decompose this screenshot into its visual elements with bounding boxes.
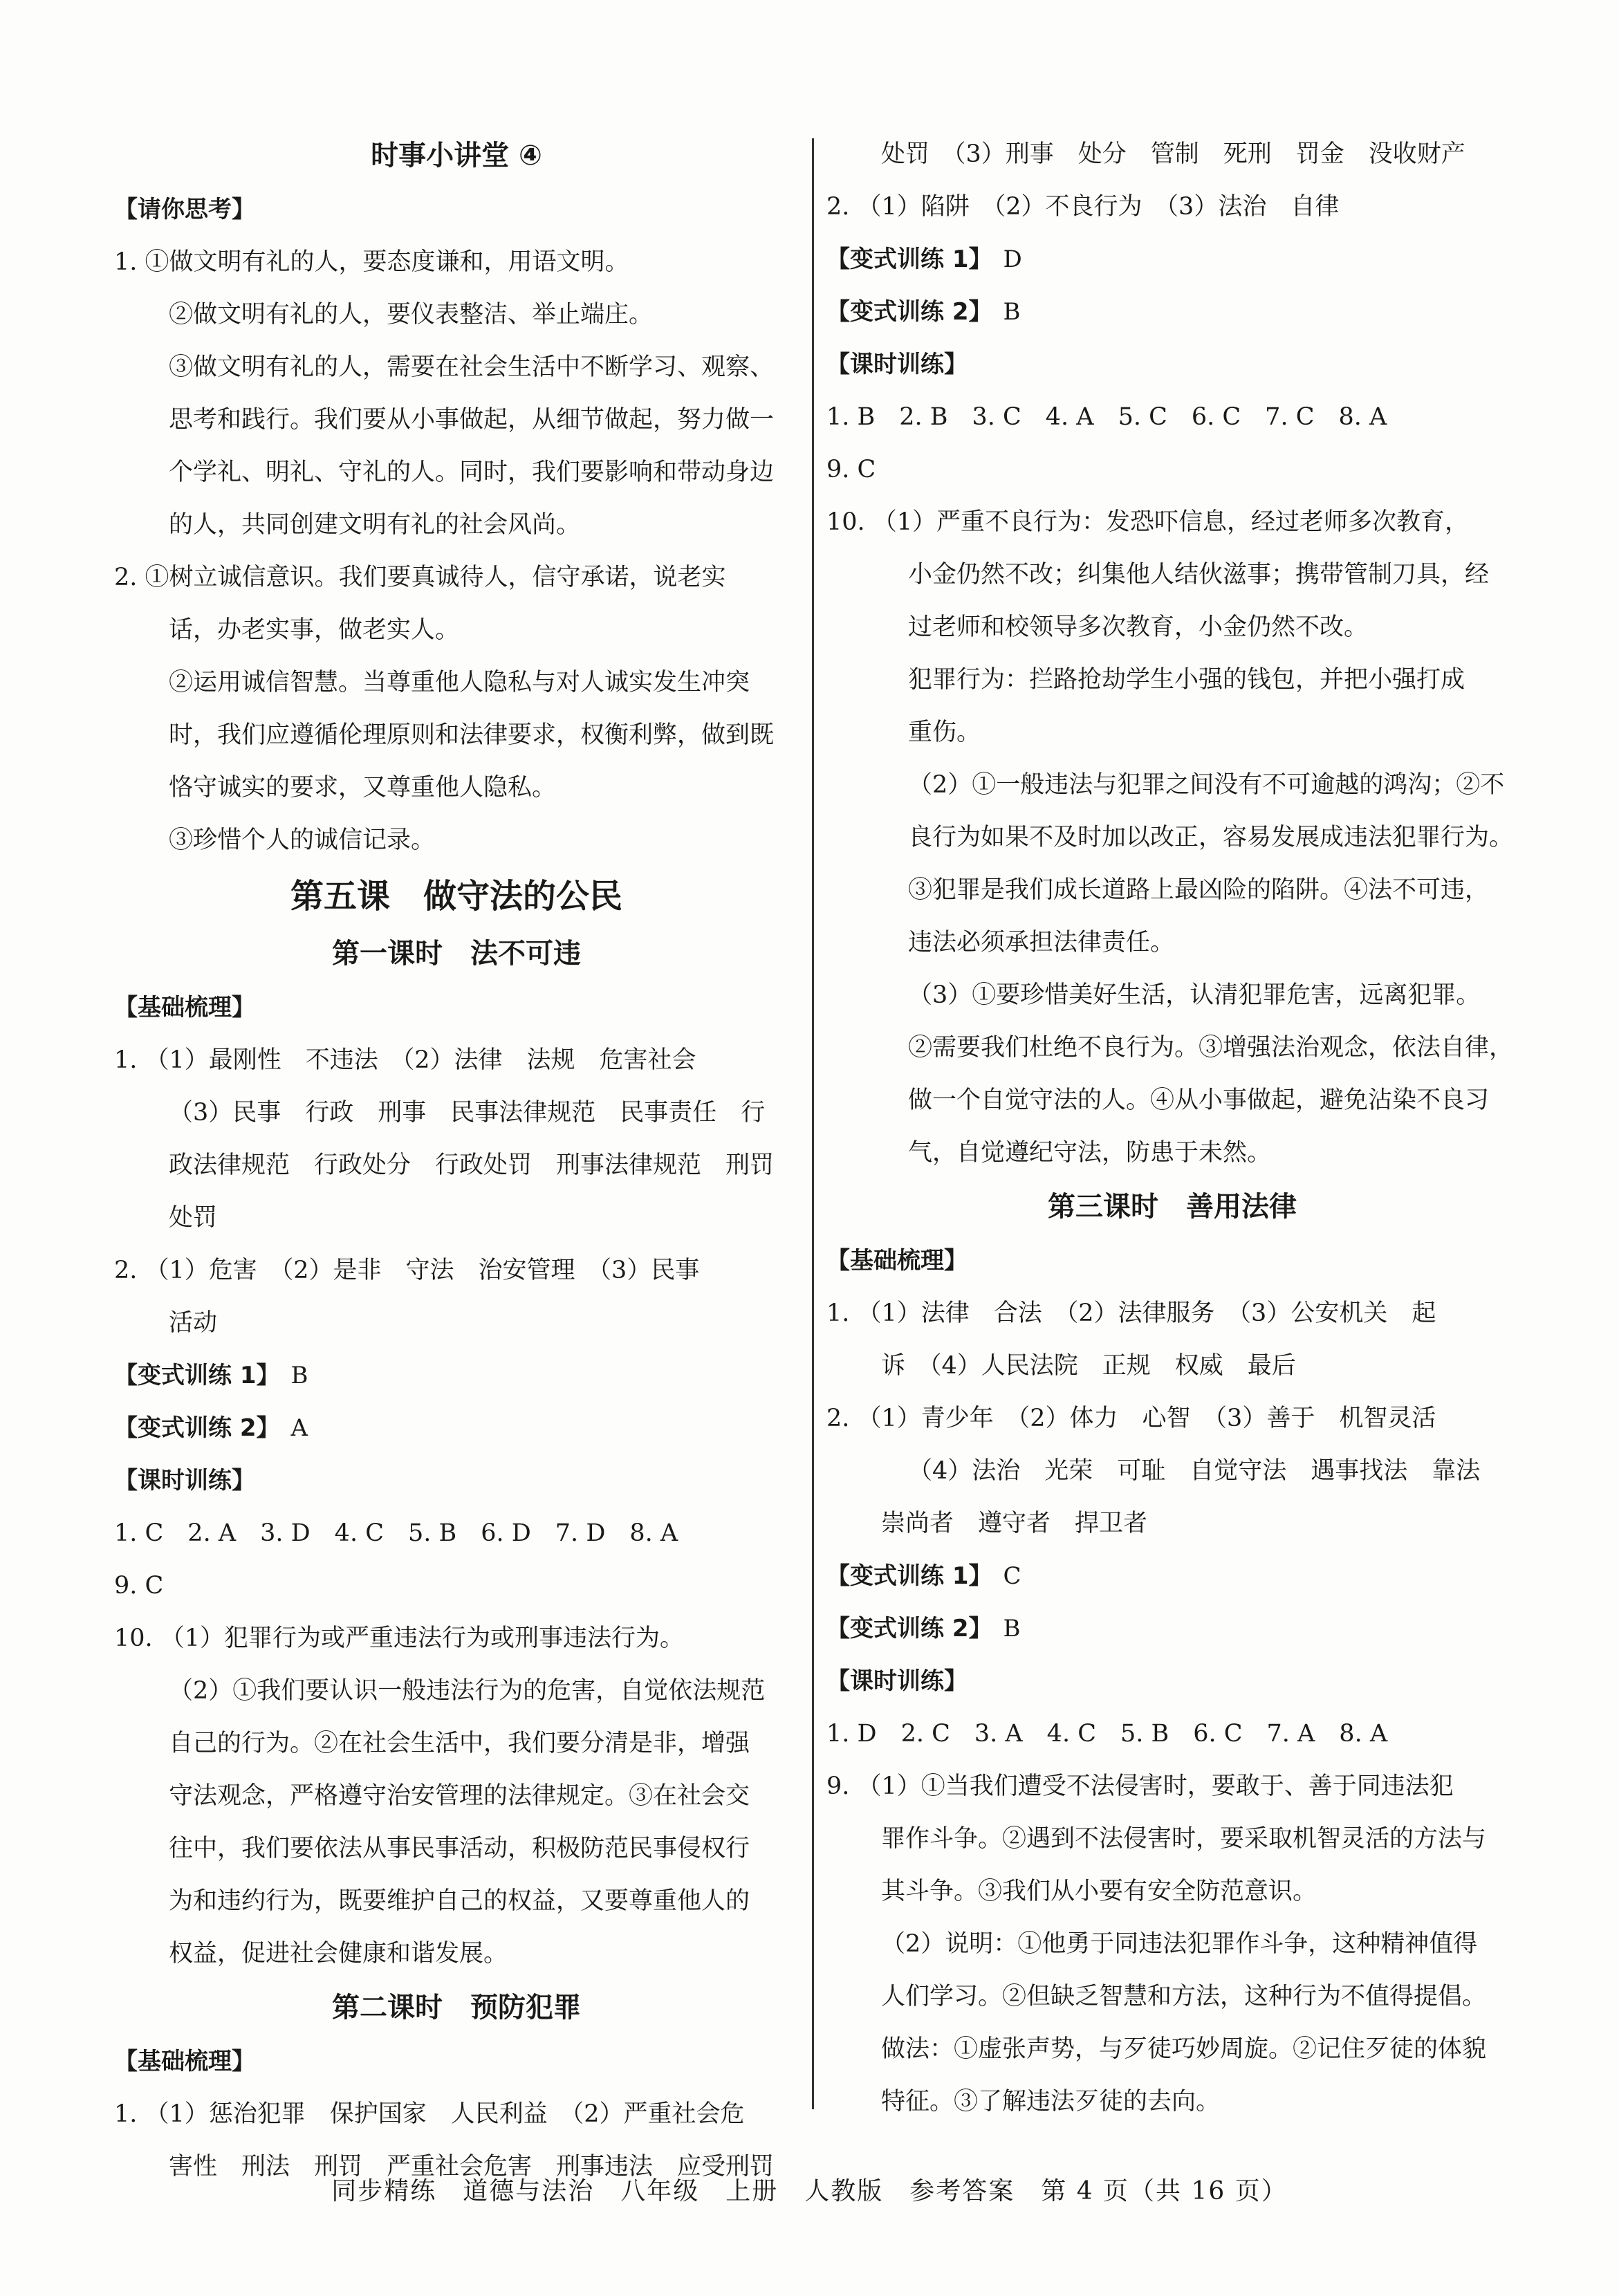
- variant-training-1: [826, 233, 1518, 286]
- text-line: 活动: [169, 1309, 218, 1337]
- text-line: 犯罪行为：拦路抢劫学生小强的钱包，并把小强打成: [908, 666, 1465, 694]
- text-line: 恪守诚实的要求，又尊重他人隐私。: [169, 774, 557, 802]
- text-line: 10. （1）严重不良行为：发恐吓信息，经过老师多次教育，: [826, 508, 1470, 536]
- text-line: （2）①一般违法与犯罪之间没有不可逾越的鸿沟；②不: [908, 771, 1505, 799]
- variant-answer: B: [1003, 1615, 1021, 1642]
- text-line: ②需要我们杜绝不良行为。③增强法治观念，依法自律，: [908, 1034, 1514, 1062]
- text-line: 个学礼、明礼、守礼的人。同时，我们要影响和带动身边: [169, 459, 775, 486]
- column-divider: [812, 138, 814, 2109]
- variant-training-2: [826, 286, 1518, 338]
- answer-line: 1. B 2. B 3. C 4. A 5. C 6. C 7. C 8. A: [826, 403, 1387, 431]
- page-footer: 同步精练 道德与法治 八年级 上册 人教版 参考答案 第 4 页（共 16 页）: [331, 2177, 1288, 2205]
- variant-tag: 【变式训练 1】: [826, 246, 992, 273]
- variant-training-2: [114, 1402, 799, 1454]
- text-line: （2）①我们要认识一般违法行为的危害，自觉依法规范: [169, 1677, 766, 1705]
- text-line: 守法观念，严格遵守治安管理的法律规定。③在社会交: [169, 1782, 750, 1810]
- variant-tag: 【变式训练 2】: [826, 298, 992, 326]
- answer-line: 1. D 2. C 3. A 4. C 5. B 6. C 7. A 8. A: [826, 1720, 1388, 1748]
- text-line: （2）说明：①他勇于同违法犯罪作斗争，这种精神值得: [881, 1930, 1478, 1958]
- text-line: 过老师和校领导多次教育，小金仍然不改。: [908, 613, 1369, 641]
- text-line: 政法律规范 行政处分 行政处罚 刑事法律规范 刑罚: [169, 1151, 775, 1179]
- text-line: ③珍惜个人的诚信记录。: [169, 826, 436, 854]
- variant-tag: 【变式训练 1】: [826, 1562, 992, 1590]
- text-line: 处罚 （3）刑事 处分 管制 死刑 罚金 没收财产: [881, 140, 1465, 168]
- text-line: 人们学习。②但缺乏智慧和方法，这种行为不值得提倡。: [881, 1983, 1487, 2010]
- class-training-tag: 【课时训练】: [826, 1667, 968, 1695]
- period-title: 第三课时 善用法律: [1048, 1191, 1297, 1223]
- left-column: [114, 128, 799, 2193]
- text-line: 权益，促进社会健康和谐发展。: [169, 1940, 508, 1968]
- text-line: 罪作斗争。②遇到不法侵害时，要采取机智灵活的方法与: [881, 1825, 1487, 1853]
- text-line: 话，办老实事，做老实人。: [169, 616, 460, 644]
- text-line: ②运用诚信智慧。当尊重他人隐私与对人诚实发生冲突: [169, 669, 750, 696]
- text-line: 1. （1）法律 合法 （2）法律服务 （3）公安机关 起: [826, 1299, 1436, 1327]
- variant-training-1: [826, 1550, 1518, 1602]
- basics-tag: 【基础梳理】: [826, 1247, 968, 1275]
- variant-answer: A: [290, 1414, 308, 1442]
- text-line: 做法：①虚张声势，与歹徒巧妙周旋。②记住歹徒的体貌: [881, 2035, 1487, 2063]
- text-line: 9. （1）①当我们遭受不法侵害时，要敢于、善于同违法犯: [826, 1772, 1454, 1800]
- variant-training-1: [114, 1349, 799, 1402]
- text-line: （4）法治 光荣 可耻 自觉守法 遇事找法 靠法: [908, 1457, 1481, 1485]
- text-line: 1. ①做文明有礼的人，要态度谦和，用语文明。: [114, 248, 629, 276]
- answer-line: 9. C: [114, 1572, 164, 1600]
- text-line: 害性 刑法 刑罚 严重社会危害 刑事违法 应受刑罚: [169, 2153, 775, 2181]
- text-line: 的人，共同创建文明有礼的社会风尚。: [169, 511, 581, 539]
- basics-tag: 【基础梳理】: [114, 2048, 255, 2075]
- text-line: 违法必须承担法律责任。: [908, 929, 1175, 956]
- think-tag: 【请你思考】: [114, 196, 255, 223]
- text-line: 处罚: [169, 1204, 218, 1232]
- lesson-title: 第五课 做守法的公民: [290, 877, 622, 916]
- variant-training-2: [826, 1602, 1518, 1655]
- text-line: 1. （1）惩治犯罪 保护国家 人民利益 （2）严重社会危: [114, 2100, 745, 2128]
- variant-tag: 【变式训练 2】: [114, 1414, 280, 1442]
- text-line: 2. ①树立诚信意识。我们要真诚待人，信守承诺，说老实: [114, 564, 726, 591]
- text-line: （3）民事 行政 刑事 民事法律规范 民事责任 行: [169, 1099, 766, 1127]
- text-line: （3）①要珍惜美好生活，认清犯罪危害，远离犯罪。: [908, 981, 1481, 1009]
- section-title-news: 时事小讲堂 ④: [371, 140, 542, 172]
- answer-line: 9. C: [826, 456, 876, 483]
- variant-tag: 【变式训练 2】: [826, 1615, 992, 1642]
- text-line: 特征。③了解违法歹徒的去向。: [881, 2088, 1221, 2116]
- variant-answer: B: [290, 1362, 308, 1389]
- text-line: 10. （1）犯罪行为或严重违法行为或刑事违法行为。: [114, 1624, 685, 1652]
- period-title: 第一课时 法不可违: [332, 938, 581, 970]
- right-column: [826, 128, 1518, 2128]
- variant-answer: C: [1003, 1562, 1021, 1590]
- class-training-tag: 【课时训练】: [826, 351, 968, 378]
- text-line: 自己的行为。②在社会生活中，我们要分清是非，增强: [169, 1730, 750, 1757]
- text-line: 做一个自觉守法的人。④从小事做起，避免沾染不良习: [908, 1086, 1490, 1114]
- text-line: 2. （1）青少年 （2）体力 心智 （3）善于 机智灵活: [826, 1405, 1436, 1432]
- text-line: 崇尚者 遵守者 捍卫者: [881, 1510, 1148, 1537]
- variant-tag: 【变式训练 1】: [114, 1362, 280, 1389]
- text-line: ③犯罪是我们成长道路上最凶险的陷阱。④法不可违，: [908, 876, 1490, 904]
- text-line: 小金仍然不改；纠集他人结伙滋事；携带管制刀具，经: [908, 561, 1490, 589]
- variant-answer: D: [1003, 246, 1022, 273]
- answer-line: 1. C 2. A 3. D 4. C 5. B 6. D 7. D 8. A: [114, 1519, 678, 1547]
- variant-answer: B: [1003, 298, 1021, 326]
- text-line: 2. （1）危害 （2）是非 守法 治安管理 （3）民事: [114, 1257, 700, 1284]
- class-training-tag: 【课时训练】: [114, 1467, 255, 1494]
- text-line: 良行为如果不及时加以改正，容易发展成违法犯罪行为。: [908, 824, 1514, 851]
- text-line: 诉 （4）人民法院 正规 权威 最后: [881, 1352, 1296, 1380]
- period-title: 第二课时 预防犯罪: [332, 1992, 581, 2024]
- text-line: ②做文明有礼的人，要仪表整洁、举止端庄。: [169, 301, 654, 328]
- text-line: 时，我们应遵循伦理原则和法律要求，权衡利弊，做到既: [169, 721, 775, 749]
- text-line: 2. （1）陷阱 （2）不良行为 （3）法治 自律: [826, 193, 1340, 221]
- text-line: 为和违约行为，既要维护自己的权益，又要尊重他人的: [169, 1887, 750, 1915]
- text-line: 思考和践行。我们要从小事做起，从细节做起，努力做一: [169, 406, 775, 434]
- text-line: 其斗争。③我们从小要有安全防范意识。: [881, 1878, 1317, 1905]
- text-line: 1. （1）最刚性 不违法 （2）法律 法规 危害社会: [114, 1046, 696, 1074]
- text-line: 重伤。: [908, 719, 981, 746]
- text-line: 气，自觉遵纪守法，防患于未然。: [908, 1139, 1272, 1167]
- text-line: ③做文明有礼的人，需要在社会生活中不断学习、观察、: [169, 353, 775, 381]
- text-line: 往中，我们要依法从事民事活动，积极防范民事侵权行: [169, 1835, 750, 1862]
- basics-tag: 【基础梳理】: [114, 994, 255, 1021]
